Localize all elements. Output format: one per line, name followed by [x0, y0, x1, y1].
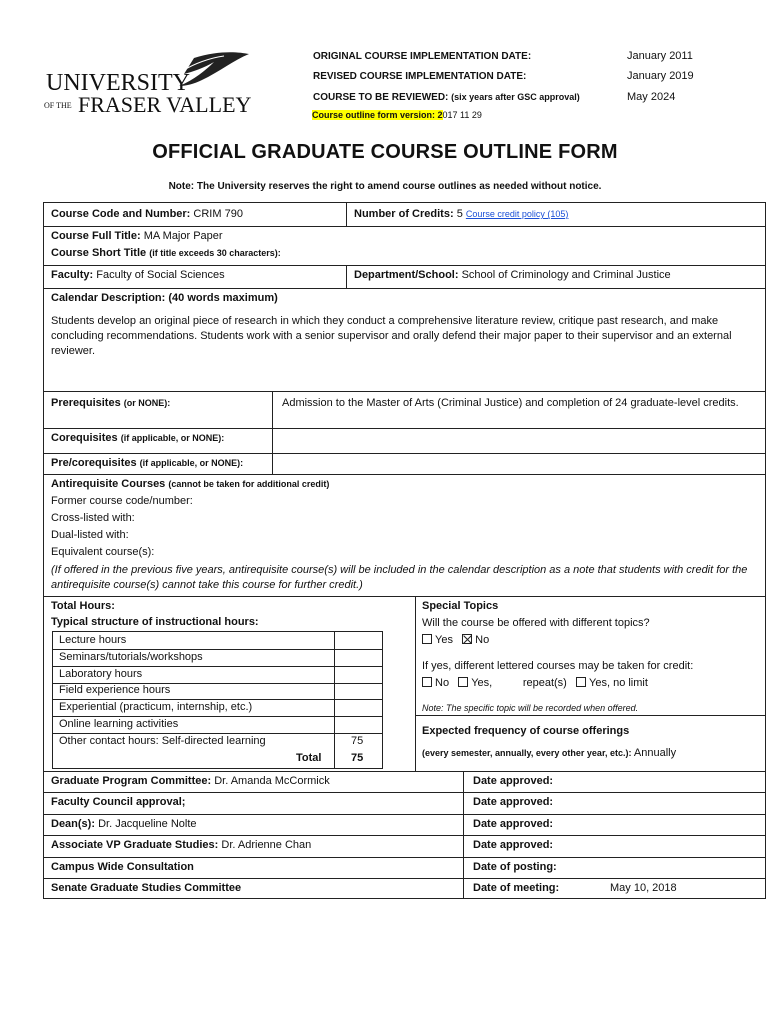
credits: Number of Credits: 5 Course credit policy (105) — [354, 208, 569, 220]
antirequisite-note: (If offered in the previous five years, antirequisite course(s) will be included in the calendar description as a note that students with credit for the antirequisite course(s) cannot take this course for further credit.) — [51, 564, 748, 591]
revised-date-value: January 2019 — [627, 70, 694, 82]
approval-row-label: Dean(s): Dr. Jacqueline Nolte — [51, 818, 197, 830]
calendar-description-text: Students develop an original piece of research in which they conduct a comprehensive literature review, critique past research, and make concluding recommendations. Students work with a senior supervisor and orally defend their major paper to their supervisor and an external reviewer. — [51, 315, 732, 357]
page-title: OFFICIAL GRADUATE COURSE OUTLINE FORM — [152, 141, 618, 163]
typical-structure-label: Typical structure of instructional hours: — [51, 616, 259, 628]
total-hours-label: Total Hours: — [51, 600, 115, 612]
prerequisites-label: Prerequisites (or NONE): — [51, 397, 171, 409]
course-full-title: Course Full Title: MA Major Paper — [51, 230, 223, 242]
corequisites-label: Corequisites (if applicable, or NONE): — [51, 432, 225, 444]
cross-listed: Cross-listed with: — [51, 512, 135, 524]
antirequisite-label: Antirequisite Courses (cannot be taken for additional credit) — [51, 478, 330, 490]
course-short-title: Course Short Title (if title exceeds 30 characters): — [51, 247, 281, 259]
hours-total-value: 75 — [351, 751, 364, 764]
hours-row-label: Online learning activities — [59, 718, 179, 730]
approval-row-label: Campus Wide Consultation — [51, 861, 194, 873]
yes-checkbox[interactable] — [422, 634, 432, 644]
approval-date-value: May 10, 2018 — [610, 882, 677, 894]
opt-nolimit-checkbox[interactable] — [576, 677, 586, 687]
specific-topic-note: Note: The specific topic will be recorded when offered. — [422, 703, 639, 713]
department: Department/School: School of Criminology and Criminal Justice — [354, 269, 671, 281]
review-date-label: COURSE TO BE REVIEWED: (six years after GSC approval) — [313, 92, 580, 103]
course-code: Course Code and Number: CRIM 790 — [51, 208, 243, 220]
equivalent-courses: Equivalent course(s): — [51, 546, 155, 558]
approval-row-label: Faculty Council approval; — [51, 796, 186, 808]
logo-university: UNIVERSITY — [46, 70, 190, 96]
lettered-question: If yes, different lettered courses may be taken for credit: — [422, 660, 694, 672]
approval-date-label: Date approved: — [473, 796, 554, 808]
repeat-options: No Yes, repeat(s) Yes, no limit — [422, 677, 648, 689]
approval-date-label: Date of posting: — [473, 861, 557, 873]
no-checkbox[interactable] — [462, 634, 472, 644]
former-course: Former course code/number: — [51, 495, 193, 507]
logo-fraser-valley: FRASER VALLEY — [78, 92, 252, 117]
opt-no-checkbox[interactable] — [422, 677, 432, 687]
precorequisites-label: Pre/corequisites (if applicable, or NONE): — [51, 457, 244, 469]
hours-row-value: 75 — [351, 734, 364, 747]
approval-date-label: Date approved: — [473, 839, 554, 851]
approval-row-label: Graduate Program Committee: Dr. Amanda McCormick — [51, 775, 330, 787]
approval-row-label: Senate Graduate Studies Committee — [51, 882, 242, 894]
review-date-value: May 2024 — [627, 91, 676, 103]
credit-policy-link[interactable]: Course credit policy (105) — [465, 209, 569, 219]
approval-date-label: Date approved: — [473, 818, 554, 830]
approval-date-label: Date of meeting: — [473, 882, 560, 894]
special-topics-yesno: Yes No — [422, 634, 489, 646]
dual-listed: Dual-listed with: — [51, 529, 129, 541]
opt-yes-checkbox[interactable] — [458, 677, 468, 687]
original-date-value: January 2011 — [627, 50, 693, 62]
special-topics-question: Will the course be offered with different topics? — [422, 617, 650, 629]
frequency-line: (every semester, annually, every other year, etc.): Annually — [422, 747, 677, 759]
hours-row-label: Seminars/tutorials/workshops — [59, 650, 203, 663]
faculty: Faculty: Faculty of Social Sciences — [51, 269, 225, 281]
hours-row-label: Laboratory hours — [59, 667, 143, 680]
form-version: Course outline form version: 2017 11 29 — [312, 110, 482, 120]
approval-date-label: Date approved: — [473, 775, 554, 787]
approval-row-label: Associate VP Graduate Studies: Dr. Adrienne Chan — [51, 839, 312, 851]
university-logo — [44, 50, 254, 122]
hours-row-label: Lecture hours — [59, 634, 127, 646]
course-outline-table — [43, 202, 766, 899]
amend-note: Note: The University reserves the right to amend course outlines as needed without notice. — [168, 181, 602, 192]
special-topics-heading: Special Topics — [422, 600, 499, 612]
hours-row-label: Other contact hours: Self-directed learning — [59, 734, 266, 747]
original-date-label: ORIGINAL COURSE IMPLEMENTATION DATE: — [313, 51, 532, 62]
logo-of-the: OF THE — [44, 101, 72, 110]
revised-date-label: REVISED COURSE IMPLEMENTATION DATE: — [313, 71, 527, 82]
hours-row-label: Experiential (practicum, internship, etc.) — [59, 701, 253, 714]
frequency-heading: Expected frequency of course offerings — [422, 725, 630, 737]
hours-total-label: Total — [296, 751, 322, 764]
calendar-description-label: Calendar Description: (40 words maximum) — [51, 292, 278, 304]
hours-row-label: Field experience hours — [59, 684, 171, 697]
prerequisites-value: Admission to the Master of Arts (Criminal Justice) and completion of 24 graduate-level credits. — [282, 397, 739, 409]
hours-table — [52, 631, 383, 769]
